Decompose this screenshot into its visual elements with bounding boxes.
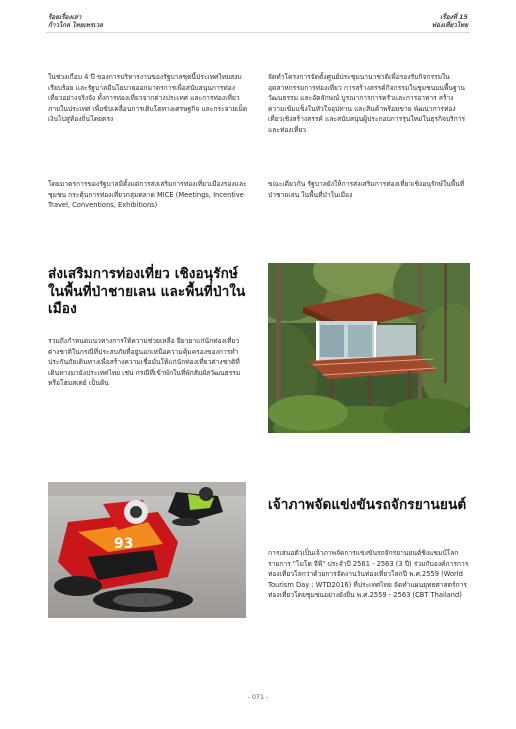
section-body-motorcycle-race: การเสนอตัวเป็นเจ้าภาพจัดการแข่งขันรถจักรยานยนต์ชิงแชมป์โลก รายการ "โมโต จีพี" ประจำปี 2561 - 2563 (3 ปี) ร่วมกับองค์การการท่องเที่ยวโลกว่าด้วยการจัดงานวันท่องเที่ยวโลกปี พ.ศ.2559 (World Tourism Day : WTD2016) ที่ประเทศไทย จัดทำแผนยุทธศาสตร์การท่องเที่ยวโดยชุมชนอย่างยั่งยืน พ.ศ.2559 - 2563 (CBT Thailand) (268, 549, 469, 600)
running-header-book: ก้าวไกล ไทยเทรเวล (48, 21, 103, 29)
header-divider (46, 32, 470, 33)
left-column-paragraph-2: โดยมาตรการของรัฐบาลมีตั้งแต่การส่งเสริมการท่องเที่ยวเมืองรองและชุมชน กระตุ้นการท่องเที่ยวกลุ่มตลาด MICE (Meetings, Incentive Travel, Conventions, Exhibitions) (48, 180, 247, 210)
page-number: - 071 - (247, 693, 269, 701)
section-heading-motorcycle-race: เจ้าภาพจัดแข่งขันรถจักรยานยนต์ (268, 497, 467, 513)
right-column-paragraph-2: ขณะเดียวกัน รัฐบาลยังให้การส่งเสริมการท่องเที่ยวเชิงอนุรักษ์ในพื้นที่ป่าชายเลน ในพื้นที่ป่าในเมือง (268, 180, 465, 199)
running-header-series: ร้อยเรื่องเล่า (48, 13, 82, 21)
running-header-topic: ท่องเที่ยวไทย (431, 21, 468, 29)
forest-pavilion-photo (268, 263, 470, 433)
right-column-paragraph-1: จัดทำโครงการจัดตั้งศูนย์ประชุมนานาชาติเพื่อรองรับกิจกรรมในอุตสาหกรรมการท่องเที่ยว การสร้างสรรค์กิจกรรมในชุมชนบนพื้นฐานวัฒนธรรม และอัตลักษณ์ บูรณาการการครัวและการอาหาร สร้างความเข้มแข็งในหัวใจอุปทาน และสินค้าพร้อมขาย พัฒนาการท่องเที่ยวเชิงสร้างสรรค์ และสนับสนุนผู้ประกอบการรุ่นใหม่ในธุรกิจบริการและท่องเที่ยว (268, 73, 466, 134)
motogp-race-photo (48, 482, 246, 618)
left-column-paragraph-1: ในช่วงเกือบ 4 ปี ของการบริหารงานของรัฐบาลชุดนี้ประเทศไทยสงบ เรียบร้อย และรัฐบาลมีนโยบายออกมาตรการเพื่อสนับสนุนการท่องเที่ยวอย่างจริงจัง ทั้งการท่องเที่ยวจากต่างประเทศ และการท่องเที่ยวภายในประเทศ เพื่อขับเคลื่อนการเติบโตทางเศรษฐกิจ และกระจายเม็ดเงินไปสู่ท้องถิ่นโดยตรง (48, 73, 248, 124)
section-heading-conservation-tourism: ส่งเสริมการท่องเที่ยว เชิงอนุรักษ์ในพื้นที่ป่าชายเลน และพื้นที่ป่าในเมือง (48, 266, 246, 317)
running-header-right (432, 13, 468, 29)
running-header-left (48, 13, 103, 29)
race-number-decal: 93 (114, 536, 134, 552)
running-header-chapter: เรื่องที่ 15 (440, 13, 468, 21)
section-body-conservation-tourism: รวมถึงกำหนดแนวทางการให้ความช่วยเหลือ ยียวยาแก่นักท่องเที่ยวต่างชาติในกรณีที่ประสบภัยที่อยู่นอกเหนือความคุ้มครองของการทำประกันภัยเดินทางเพื่อสร้างความเชื่อมั่นให้แก่นักท่องเที่ยวต่างชาติที่เดินทางมายังประเทศไทย เช่น กรณีที่เข้าพักในที่พักสัมผัสวัฒนธรรม หรือโฮมสเตย์ เป็นต้น (48, 337, 241, 388)
